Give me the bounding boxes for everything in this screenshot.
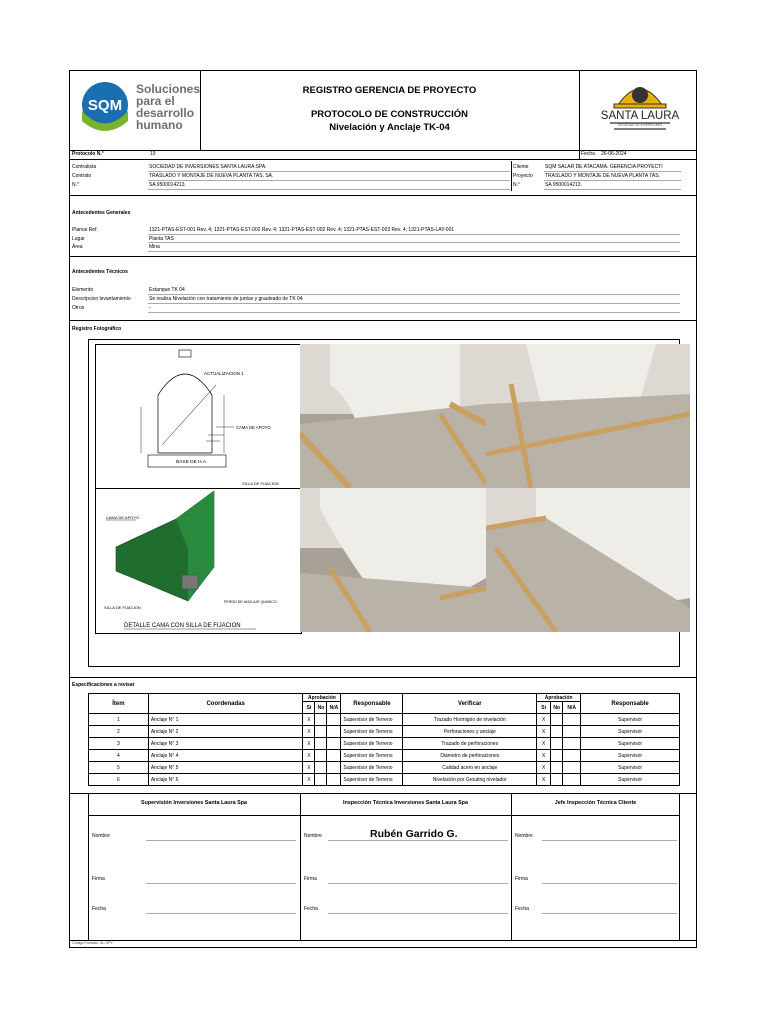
info-separator [511, 161, 512, 191]
table-row [89, 714, 680, 726]
row-no-2 [551, 762, 563, 774]
col2-nombre-label: Nombre [304, 833, 322, 839]
header-na-1: N/A [327, 702, 341, 714]
drawing-label-top: ACTUALIZACION 1 [204, 371, 244, 376]
row-no-1 [315, 774, 327, 786]
elemento-value: Estanque TK 04 [149, 287, 185, 293]
n-value: SA 9500014213. [149, 182, 186, 188]
row-si-2: X [537, 762, 551, 774]
row-no-2 [551, 750, 563, 762]
header-item: Ítem [89, 694, 149, 714]
planos-label: Planos Ref. [72, 227, 98, 233]
divider [70, 677, 696, 678]
row-responsable-2: Supervisor [581, 750, 680, 762]
format-code: Código Formato: SL-GPY [72, 941, 113, 945]
especificaciones-title: Especificaciones a revisar [72, 682, 135, 688]
sqm-tagline-2: para el [136, 94, 175, 108]
row-responsable-2: Supervisor [581, 774, 680, 786]
antecedentes-tecnicos-title: Antecedentes Técnicos [72, 269, 128, 275]
area-label: Área [72, 244, 83, 250]
table-row [89, 726, 680, 738]
row-na-1 [327, 750, 341, 762]
header-responsable-1: Responsable [341, 694, 403, 714]
table-row [89, 774, 680, 786]
drawing-label-base: BASE DE H.A. [176, 460, 208, 465]
row-coordenadas: Anclaje N° 5 [148, 762, 303, 774]
lugar-label: Lugar [72, 236, 85, 242]
col2-nombre-value: Rubén Garrido G. [370, 828, 458, 840]
col1-fecha-label: Fecha [92, 906, 106, 912]
row-na-1 [327, 738, 341, 750]
row-si-1: X [303, 714, 315, 726]
col1-firma-label: Firma [92, 876, 105, 882]
contrato-value: TRASLADO Y MONTAJE DE NUEVA PLANTA TAS, SA. [149, 173, 274, 179]
n-label: N.° [72, 182, 79, 188]
signature-header-divider [88, 815, 680, 816]
row-item: 3 [89, 738, 149, 750]
row-verificar: Trazado de perforaciones [403, 738, 537, 750]
drawing-label-silla: SILLA DE FIJACION [242, 481, 279, 486]
row-responsable-1: Supervisor de Terreno [341, 726, 403, 738]
row-no-1 [315, 738, 327, 750]
row-item: 4 [89, 750, 149, 762]
header-coordenadas: Coordenadas [148, 694, 303, 714]
drawing2-label-cama: CAMA DE APOYO [106, 515, 140, 520]
row-no-1 [315, 762, 327, 774]
row-no-1 [315, 714, 327, 726]
divider [70, 320, 696, 321]
row-responsable-1: Supervisor de Terreno [341, 738, 403, 750]
header-na-2: N/A [563, 702, 581, 714]
santa-laura-tagline: SOCIEDAD DE INVERSIONES [617, 123, 663, 127]
protocol-subtitle: Nivelación y Anclaje TK-04 [329, 122, 450, 133]
row-si-2: X [537, 726, 551, 738]
row-coordenadas: Anclaje N° 4 [148, 750, 303, 762]
divider [70, 195, 696, 196]
row-verificar: Nivelación por Grouting nivelador [403, 774, 537, 786]
col2-fecha-label: Fecha [304, 906, 318, 912]
site-photo-1 [300, 344, 486, 488]
divider [70, 159, 696, 160]
col3-firma-label: Firma [515, 876, 528, 882]
sqm-tagline-3: desarrollo [136, 106, 195, 120]
santa-laura-logo [590, 75, 690, 145]
row-responsable-2: Supervisor [581, 738, 680, 750]
divider [70, 256, 696, 257]
registro-fotografico-title: Registro Fotográfico [72, 326, 122, 332]
drawing2-label-perno: PERNO DE ANCLAJE QUIMICO [224, 600, 277, 604]
descripcion-value: Se realiza Nivelación con tratamiento de juntas y grauteado de TK 04 [149, 296, 303, 302]
row-responsable-2: Supervisor [581, 714, 680, 726]
row-na-2 [563, 774, 581, 786]
row-verificar: Perforaciones y anclaje [403, 726, 537, 738]
row-verificar: Calidad acero en anclaje [403, 762, 537, 774]
table-row [89, 738, 680, 750]
area-value: Mina [149, 244, 160, 250]
row-si-1: X [303, 774, 315, 786]
row-responsable-1: Supervisor de Terreno [341, 774, 403, 786]
contratista-label: Contratista [72, 164, 97, 170]
tank-section-drawing [95, 344, 302, 490]
sqm-logo [80, 81, 200, 141]
drawing2-label-silla: SILLA DE FIJACION [104, 605, 141, 610]
document-page [69, 70, 697, 948]
row-verificar: Trazado Hormigón de nivelación [403, 714, 537, 726]
row-responsable-1: Supervisor de Terreno [341, 714, 403, 726]
signature-col1-title: Supervisión Inversiones Santa Laura Spa [140, 800, 248, 806]
contrato-label: Contrato [72, 173, 92, 179]
row-coordenadas: Anclaje N° 6 [148, 774, 303, 786]
divider [70, 940, 696, 941]
drawing2-caption: DETALLE CAMA CON SILLA DE FIJACION [124, 623, 241, 629]
header-aprobacion-2: Aprobación [537, 694, 581, 702]
row-na-2 [563, 738, 581, 750]
row-verificar: Diámetro de perforaciones [403, 750, 537, 762]
drawing-label-cama: CAMA DE APOYO [236, 425, 271, 430]
row-na-1 [327, 714, 341, 726]
row-no-2 [551, 714, 563, 726]
antecedentes-generales-title: Antecedentes Generales [72, 210, 131, 216]
row-responsable-1: Supervisor de Terreno [341, 750, 403, 762]
site-photo-2 [486, 344, 690, 488]
col3-fecha-label: Fecha [515, 906, 529, 912]
row-na-1 [327, 774, 341, 786]
n2-value: SA 9500014213. [545, 182, 582, 188]
header-no-2: No [551, 702, 563, 714]
row-si-2: X [537, 750, 551, 762]
sqm-brand: SQM [87, 97, 123, 114]
protocol-number: 19 [150, 151, 156, 157]
header-verificar: Verificar [403, 694, 537, 714]
row-responsable-1: Supervisor de Terreno [341, 762, 403, 774]
row-si-1: X [303, 738, 315, 750]
signature-col3-title: Jefe Inspección Técnica Cliente [554, 800, 637, 806]
proyecto-value: TRASLADO Y MONTAJE DE NUEVA PLANTA TAS, [545, 173, 660, 179]
row-no-2 [551, 726, 563, 738]
site-photo-4 [486, 488, 690, 632]
row-coordenadas: Anclaje N° 2 [148, 726, 303, 738]
row-si-2: X [537, 714, 551, 726]
n2-label: N.° [513, 182, 520, 188]
row-na-1 [327, 726, 341, 738]
date-label: Fecha [581, 151, 595, 157]
document-title: REGISTRO GERENCIA DE PROYECTO [302, 85, 477, 96]
otros-label: Otros [72, 305, 85, 311]
row-item: 2 [89, 726, 149, 738]
table-row [89, 762, 680, 774]
col3-nombre-label: Nombre [515, 833, 533, 839]
row-si-2: X [537, 774, 551, 786]
row-na-1 [327, 762, 341, 774]
row-coordenadas: Anclaje N° 1 [148, 714, 303, 726]
row-item: 6 [89, 774, 149, 786]
row-item: 5 [89, 762, 149, 774]
row-na-2 [563, 762, 581, 774]
row-responsable-2: Supervisor [581, 726, 680, 738]
row-na-2 [563, 726, 581, 738]
protocol-label: Protocolo N.° [72, 151, 104, 157]
row-item: 1 [89, 714, 149, 726]
header-responsable-2: Responsable [581, 694, 680, 714]
col1-nombre-label: Nombre [92, 833, 110, 839]
row-no-2 [551, 738, 563, 750]
row-responsable-2: Supervisor [581, 762, 680, 774]
date-value: 26-06-2024 [601, 151, 627, 157]
protocol-title: PROTOCOLO DE CONSTRUCCIÓN [310, 109, 469, 120]
row-na-2 [563, 714, 581, 726]
row-coordenadas: Anclaje N° 3 [148, 738, 303, 750]
planos-value: 1321-PTAS-EST-001 Rev. 4; 1321-PTAS-EST-002 Rev. 4; 1321-PTAS-EST-002 Rev. 4; 1321-PTAS-EST-003 Rev. 4; 1321-PTAS-LAY-001 [149, 227, 455, 233]
lugar-value: Planta TAS [149, 236, 174, 242]
anchor-detail-drawing [95, 488, 302, 634]
header-si-2: Si [537, 702, 551, 714]
specifications-table [88, 693, 680, 786]
row-no-1 [315, 726, 327, 738]
site-photo-3 [300, 488, 486, 632]
otros-value: - [149, 305, 151, 311]
row-si-1: X [303, 726, 315, 738]
descripcion-label: Descripcion levantamiento [72, 296, 131, 302]
row-si-2: X [537, 738, 551, 750]
table-header-row [89, 694, 680, 702]
cliente-value: SQM SALAR DE ATACAMA. GERENCIA PROYECTI [545, 164, 663, 170]
row-si-1: X [303, 762, 315, 774]
proyecto-label: Proyecto [513, 173, 533, 179]
santa-laura-brand: SANTA LAURA [600, 110, 680, 122]
row-si-1: X [303, 750, 315, 762]
row-no-2 [551, 774, 563, 786]
cliente-label: Cliente [513, 164, 529, 170]
row-na-2 [563, 750, 581, 762]
contratista-value: SOCIEDAD DE INVERSIONES SANTA LAURA SPA. [149, 164, 267, 170]
sqm-tagline-4: humano [136, 118, 183, 132]
header-no-1: No [315, 702, 327, 714]
header-separator [579, 71, 580, 159]
table-row [89, 750, 680, 762]
header-si-1: Si [303, 702, 315, 714]
col2-firma-label: Firma [304, 876, 317, 882]
header-aprobacion-1: Aprobación [303, 694, 341, 702]
row-no-1 [315, 750, 327, 762]
sqm-tagline-1: Soluciones [136, 82, 201, 96]
signature-col2-title: Inspección Técnica Inversiones Santa Laura Spa [343, 800, 468, 806]
elemento-label: Elemento [72, 287, 94, 293]
